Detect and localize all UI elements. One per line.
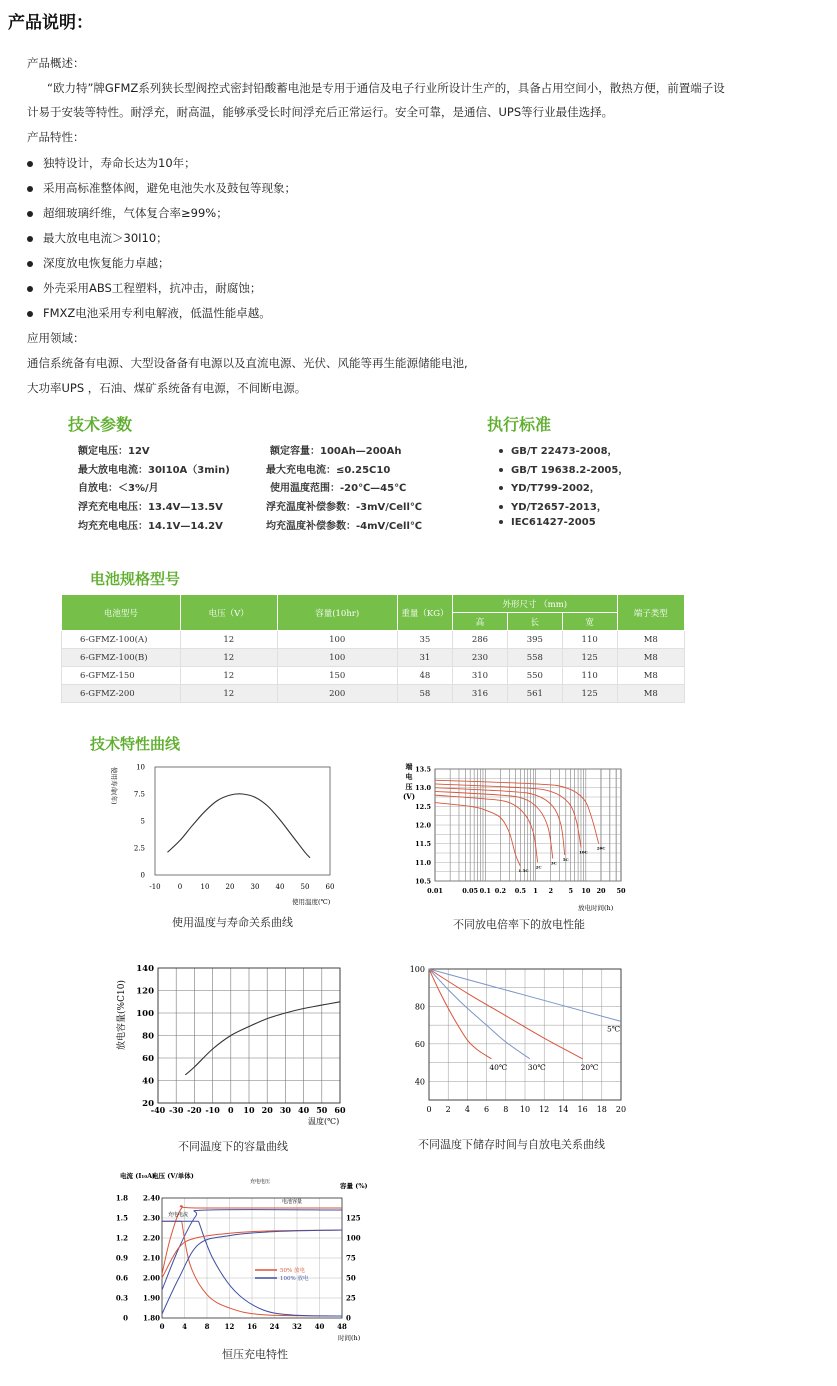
- y-tick-label: 11.5: [415, 840, 431, 849]
- standard-item: YD/T799-2002，: [499, 479, 600, 494]
- y-tick-label: 100: [136, 1009, 154, 1019]
- capacity-tick-label: 125: [346, 1213, 361, 1223]
- x-tick-label: 0: [159, 1322, 165, 1331]
- chart-caption: 不同放电倍率下的放电性能: [453, 918, 585, 931]
- x-tick-label: 2: [445, 1105, 451, 1114]
- x-tick-label: 40: [298, 1105, 310, 1115]
- x-tick-label: 6: [484, 1105, 490, 1114]
- bullet-icon: [27, 186, 33, 192]
- feature-item: 超细玻璃纤维，气体复合率≥99%；: [27, 205, 228, 221]
- x-tick-label: 0: [228, 1105, 234, 1115]
- chart-series: [168, 794, 311, 858]
- y-tick-label: 11.0: [415, 858, 431, 867]
- y-tick-label: 13.5: [415, 765, 431, 774]
- capacity-tick-label: 25: [346, 1293, 356, 1303]
- overview-text-2: 计易于安装等特性。耐浮充，耐高温，能够承受长时间浮充后正常运行。安全可靠，是通信、UPS等行业最佳选择。: [27, 105, 614, 119]
- life-temperature-chart: [100, 755, 350, 915]
- header-width: 宽: [562, 613, 617, 631]
- capacity-curve-label: 电池容量: [282, 1199, 303, 1205]
- x-tick-label: 60: [334, 1105, 346, 1115]
- y-tick-label: 20: [142, 1099, 154, 1109]
- capacity-tick-label: 75: [346, 1253, 356, 1263]
- x-tick-label: -10: [205, 1105, 220, 1115]
- y-axis-label-part: 压: [405, 782, 413, 791]
- applications-label: 应用领域：: [27, 331, 85, 345]
- x-tick-label: 12: [224, 1322, 235, 1331]
- y-tick-label: 0: [140, 871, 145, 880]
- constant-voltage-charging-chart: [110, 1168, 370, 1343]
- spec-table: [61, 594, 685, 703]
- spec-table-title: 电池规格型号: [90, 570, 181, 588]
- x-tick-label: 50: [316, 1105, 328, 1115]
- x-tick-label: 50: [616, 887, 626, 895]
- x-tick-label: 20: [225, 883, 235, 891]
- x-tick-label: 32: [292, 1322, 302, 1331]
- x-tick-label: 16: [247, 1322, 257, 1331]
- y-tick-label: 13.0: [415, 784, 431, 793]
- y-tick-label: 10: [136, 763, 145, 772]
- voltage-tick-label: 2.00: [142, 1273, 160, 1283]
- x-tick-label: 0.2: [494, 887, 507, 895]
- standard-item: GB/T 22473-2008，: [499, 442, 618, 457]
- chart-grid: [435, 769, 621, 881]
- voltage-tick-label: 2.10: [142, 1253, 160, 1263]
- y-tick-label: 5: [140, 817, 145, 826]
- features-label: 产品特性：: [27, 130, 85, 144]
- voltage-tick-label: 2.40: [142, 1193, 160, 1203]
- bullet-icon: [499, 520, 503, 524]
- y-tick-label: 12.5: [415, 802, 431, 811]
- current-axis-label: 电流 (I₁₀A): [120, 1172, 156, 1180]
- self-discharge-curve-line: [429, 969, 491, 1059]
- voltage-axis-label: 电压 (V/单体): [152, 1172, 194, 1180]
- overview-label: 产品概述：: [27, 56, 85, 70]
- y-tick-label: 12.0: [415, 821, 431, 830]
- series-label: 10C: [578, 849, 588, 855]
- x-tick-label: 24: [269, 1322, 280, 1331]
- capacity-tick-label: 0: [346, 1313, 351, 1323]
- feature-item: 外壳采用ABS工程塑料，抗冲击，耐腐蚀；: [27, 280, 261, 296]
- table-row: 6-GFMZ-200 12 200 58 316 561 125 M8: [62, 685, 685, 703]
- x-tick-label: 16: [577, 1105, 588, 1114]
- bullet-icon: [27, 286, 33, 292]
- self-discharge-chart: [400, 960, 635, 1120]
- bullet-icon: [499, 486, 503, 490]
- bullet-icon: [499, 468, 503, 472]
- tech-params-title: 技术参数: [68, 415, 133, 434]
- chart-axes: [134, 764, 335, 892]
- x-tick-label: 5: [568, 887, 573, 895]
- x-tick-label: 20: [261, 1105, 273, 1115]
- param-left-5: 均充充电电压：14.1V—14.2V: [78, 521, 223, 532]
- table-row: 6-GFMZ-100(A) 12 100 35 286 395 110 M8: [62, 631, 685, 649]
- y-tick-label: 140: [136, 964, 154, 974]
- x-tick-label: 0: [177, 883, 183, 891]
- y-axis-label: [403, 762, 415, 801]
- x-tick-label: 4: [182, 1322, 187, 1331]
- x-tick-label: 2: [548, 887, 553, 895]
- x-tick-label: 10: [581, 887, 591, 895]
- x-tick-label: -20: [187, 1105, 202, 1115]
- x-tick-label: 0.1: [479, 887, 491, 895]
- current-tick-label: 1.8: [115, 1193, 128, 1203]
- y-axis-label-part: 电: [405, 772, 413, 781]
- feature-item: 最大放电电流＞30I10；: [27, 230, 168, 246]
- table-row: 6-GFMZ-100(B) 12 100 31 230 558 125 M8: [62, 649, 685, 667]
- feature-item: 采用高标准整体阀，避免电池失水及鼓包等现象；: [27, 180, 296, 196]
- current-tick-label: 0.6: [115, 1273, 128, 1283]
- y-axis-label: 使用寿命(年): [110, 767, 118, 805]
- bullet-icon: [27, 236, 33, 242]
- series-label: 5℃: [607, 1024, 621, 1034]
- param-right-5: 均充温度补偿参数：-4mV/Cell℃: [266, 521, 423, 532]
- x-tick-label: 1: [533, 887, 538, 895]
- y-tick-label: 40: [414, 1077, 425, 1087]
- series-label: 3C: [550, 860, 557, 866]
- x-tick-label: 10: [243, 1105, 255, 1115]
- x-tick-label: 0.05: [462, 887, 479, 895]
- legend-100: 100% 放电: [280, 1276, 309, 1282]
- x-tick-label: 40: [314, 1322, 325, 1331]
- current-line-100: [199, 1221, 342, 1316]
- chart-grid: [158, 968, 340, 1103]
- param-right-4: 浮充温度补偿参数：-3mV/Cell℃: [266, 502, 423, 513]
- bullet-icon: [499, 505, 503, 509]
- y-tick-label: 60: [414, 1039, 425, 1049]
- y-tick-label: 120: [136, 986, 154, 997]
- header-capacity: 容量(10hr): [277, 595, 397, 631]
- curves-title: 技术特性曲线: [90, 735, 181, 753]
- x-tick-label: 20: [596, 887, 606, 895]
- x-tick-label: 12: [539, 1105, 550, 1114]
- chart-caption: 不同温度下的容量曲线: [178, 1140, 288, 1153]
- discharge-curve-line: [435, 795, 538, 862]
- x-tick-label: 30: [250, 883, 260, 891]
- param-left-1: 额定电压：12V: [78, 446, 150, 457]
- overview-text-1: “欧力特”牌GFMZ系列狭长型阀控式密封铅酸蓄电池是专用于通信及电子行业所设计生产的，具备占用空间小，散热方便，前置端子设: [47, 81, 725, 95]
- chart-caption: 不同温度下储存时间与自放电关系曲线: [418, 1138, 605, 1151]
- y-tick-label: 10.5: [415, 877, 431, 886]
- chart-axes: [410, 965, 626, 1114]
- x-tick-label: -40: [150, 1105, 166, 1115]
- bullet-icon: [27, 211, 33, 217]
- current-tick-label: 0.9: [115, 1253, 128, 1263]
- y-tick-label: 60: [142, 1054, 154, 1064]
- plot-frame: [155, 767, 330, 875]
- x-tick-label: 4: [464, 1105, 470, 1114]
- x-tick-label: 10: [519, 1105, 531, 1114]
- y-tick-label: 2.5: [133, 844, 145, 853]
- x-tick-label: 14: [558, 1105, 569, 1114]
- discharge-rate-chart: [395, 755, 640, 915]
- life-curve-line: [168, 794, 311, 858]
- discharge-curve-line: [435, 788, 565, 855]
- chart-axes: [136, 964, 346, 1115]
- x-tick-label: -10: [149, 883, 161, 891]
- y-axis-label: 放电容量(%C10): [117, 980, 127, 1050]
- current-tick-label: 1.5: [115, 1213, 128, 1223]
- series-label: 2C: [535, 864, 542, 870]
- page-title: 产品说明：: [8, 13, 93, 33]
- standard-item: IEC61427-2005: [499, 517, 596, 528]
- chart-grid: [155, 767, 330, 875]
- series-label: 30℃: [527, 1062, 546, 1072]
- bullet-icon: [27, 311, 33, 317]
- y-tick-label: 80: [414, 1002, 425, 1012]
- param-left-4: 浮充充电电压：13.4V—13.5V: [78, 502, 223, 513]
- x-tick-label: 20: [615, 1105, 627, 1114]
- x-tick-label: 8: [204, 1322, 210, 1331]
- capacity-tick-label: 100: [346, 1233, 361, 1243]
- bullet-icon: [27, 261, 33, 267]
- x-tick-label: 48: [337, 1322, 347, 1331]
- x-axis-label: 温度(℃): [308, 1117, 340, 1126]
- x-tick-label: 18: [596, 1105, 607, 1114]
- y-tick-label: 100: [409, 965, 425, 974]
- x-tick-label: 30: [279, 1105, 291, 1115]
- x-axis-label: 时间(h): [338, 1334, 361, 1342]
- standard-item: GB/T 19638.2-2005，: [499, 461, 628, 476]
- x-tick-label: 0: [426, 1105, 432, 1114]
- y-tick-label: 7.5: [133, 790, 145, 799]
- bullet-icon: [27, 161, 33, 167]
- param-right-2: 最大充电电流：≤0.25C10: [266, 465, 391, 476]
- voltage-tick-label: 2.30: [142, 1213, 160, 1223]
- capacity-tick-label: 50: [346, 1273, 356, 1283]
- standard-item: YD/T2657-2013，: [499, 498, 607, 513]
- standards-title: 执行标准: [487, 415, 552, 434]
- capacity-temperature-chart: [110, 960, 350, 1130]
- current-curve-label: 充电电流: [168, 1212, 189, 1218]
- y-axis-label-part: 端: [405, 762, 413, 771]
- voltage-tick-label: 2.20: [142, 1233, 160, 1243]
- param-right-1: 额定容量：100Ah—200Ah: [270, 446, 402, 457]
- current-tick-label: 1.2: [115, 1233, 128, 1243]
- series-label: 1.5C: [518, 868, 529, 874]
- voltage-tick-label: 1.80: [142, 1313, 160, 1323]
- header-voltage: 电压（V）: [180, 595, 277, 631]
- feature-item: 深度放电恢复能力卓越；: [27, 255, 170, 271]
- x-tick-label: 10: [200, 883, 210, 891]
- feature-item: FMXZ电池采用专利电解液，低温性能卓越。: [27, 305, 271, 321]
- header-dims: 外形尺寸 （mm): [453, 595, 618, 613]
- voltage-tick-label: 1.90: [142, 1293, 160, 1303]
- x-tick-label: 0.01: [427, 887, 443, 895]
- x-tick-label: 60: [325, 883, 335, 891]
- x-tick-label: 40: [275, 883, 285, 891]
- header-terminal: 端子类型: [617, 595, 684, 631]
- param-left-2: 最大放电电流：30I10A（3min): [78, 465, 230, 476]
- bullet-icon: [499, 449, 503, 453]
- capacity-axis-label: 容量 (%): [340, 1182, 368, 1190]
- chart-grid: [429, 969, 621, 1100]
- y-tick-label: 40: [142, 1076, 154, 1087]
- current-tick-label: 0: [123, 1313, 128, 1323]
- table-row: 6-GFMZ-150 12 150 48 310 550 110 M8: [62, 667, 685, 685]
- applications-text-1: 通信系统备有电源、大型设备备有电源以及直流电源、光伏、风能等再生能源储能电池,: [27, 356, 468, 370]
- x-tick-label: -30: [168, 1105, 184, 1115]
- x-tick-label: 50: [300, 883, 310, 891]
- x-axis-label: 放电时间(h): [578, 904, 614, 912]
- series-label: 20℃: [580, 1062, 599, 1072]
- applications-text-2: 大功率UPS ，石油、煤矿系统备有电源，不间断电源。: [27, 381, 307, 395]
- x-axis-label: 使用温度(℃): [292, 898, 331, 906]
- x-tick-label: 0.5: [514, 887, 527, 895]
- x-tick-label: 8: [503, 1105, 509, 1114]
- series-label: 20C: [596, 845, 606, 851]
- header-weight: 重量（KG）: [397, 595, 452, 631]
- voltage-curve-label: 充电电压: [250, 1179, 271, 1185]
- param-right-3: 使用温度范围：-20℃—45℃: [270, 483, 407, 494]
- chart-caption: 恒压充电特性: [222, 1348, 288, 1361]
- series-label: 5C: [562, 856, 569, 862]
- series-label: 40℃: [489, 1062, 508, 1072]
- y-axis-label-part: (V): [402, 792, 416, 801]
- y-tick-label: 80: [142, 1031, 154, 1042]
- legend-50: 50% 放电: [280, 1268, 305, 1274]
- header-model: 电池型号: [62, 595, 181, 631]
- header-height: 高: [453, 613, 508, 631]
- header-length: 长: [507, 613, 562, 631]
- current-tick-label: 0.3: [115, 1293, 128, 1303]
- param-left-3: 自放电：＜3%/月: [78, 483, 159, 494]
- feature-item: 独特设计，寿命长达为10年；: [27, 155, 196, 171]
- chart-caption: 使用温度与寿命关系曲线: [172, 916, 293, 929]
